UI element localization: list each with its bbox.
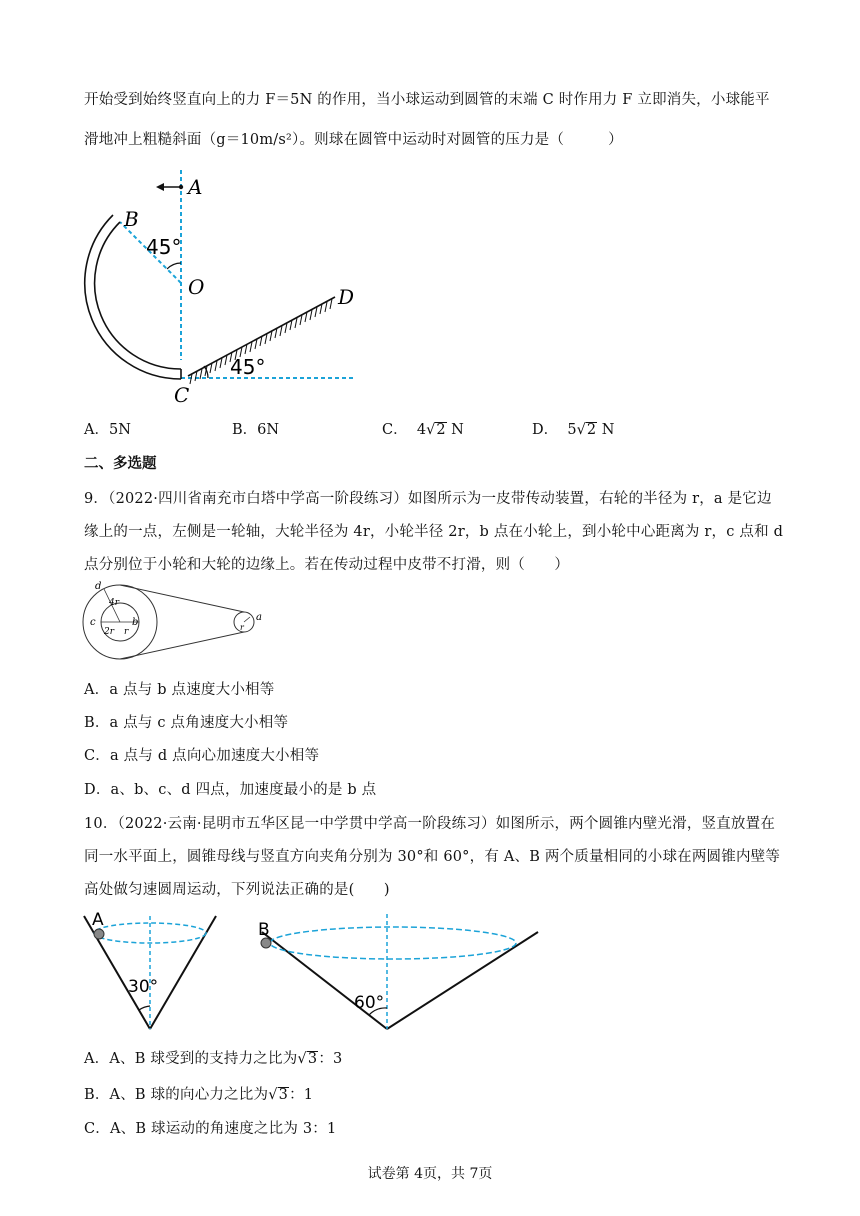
label-D: D [338,285,355,309]
orbit-b [270,927,516,959]
q9-option-a[interactable]: A．a 点与 b 点速度大小相等 [84,682,275,698]
label-a: a [256,612,262,623]
angle-30: 30° [128,977,159,997]
label-O: O [188,275,205,299]
cone-b-left [262,932,387,1029]
label-c: c [90,617,96,628]
cone-b-right [387,932,538,1029]
page-footer: 试卷第 4页，共 7页 [367,1166,493,1182]
q9-option-c[interactable]: C．a 点与 d 点向心加速度大小相等 [84,748,320,764]
q10-text-line1: 10．（2022·云南·昆明市五华区昆一中学贯中学高一阶段练习）如图所示，两个圆锥内壁光滑，竖直放置在 [84,816,776,832]
q8-figure [80,170,380,405]
label-C: C [174,383,190,405]
q9-figure [82,575,272,667]
q10-text-line3: 高处做匀速圆周运动，下列说法正确的是( ) [84,882,390,898]
q8-option-d[interactable]: D． 5√2 N [532,422,615,438]
q9-option-d[interactable]: D．a、b、c、d 四点，加速度最小的是 b 点 [84,782,377,798]
q10-text-line2: 同一水平面上，圆锥母线与竖直方向夹角分别为 30°和 60°，有 A、B 两个质量相同的小球在两圆锥内壁等 [84,849,781,865]
ball-a [94,929,104,939]
q10-figure [80,910,550,1035]
label-b: b [132,617,139,628]
angle-60: 60° [354,993,385,1013]
angle-label-bottom: 45° [230,355,266,379]
belt-top [120,585,244,612]
q10-option-b[interactable]: B．A、B 球的向心力之比为√3：1 [84,1087,314,1103]
q8-text-line1: 开始受到始终竖直向上的力 F＝5N 的作用，当小球运动到圆管的末端 C 时作用力 F 立即消失，小球能平 [84,92,770,108]
section-title: 二、多选题 [84,456,157,472]
q9-text-line3: 点分别位于小轮和大轮的边缘上。若在传动过程中皮带不打滑，则（ ） [84,557,570,573]
label-d: d [95,581,102,592]
label-4r: 4r [109,598,120,608]
label-A: A [188,175,203,199]
label-B: B [124,207,139,231]
q8-option-a[interactable]: A．5N [84,422,131,438]
q9-text-line1: 9．（2022·四川省南充市白塔中学高一阶段练习）如图所示为一皮带传动装置，右轮的半径为 r，a 是它边 [84,491,772,507]
label-ball-b: B [258,920,270,940]
q10-option-c[interactable]: C．A、B 球运动的角速度之比为 3：1 [84,1121,337,1137]
belt-bottom [120,632,244,659]
q9-text-line2: 缘上的一点，左侧是一轮轴，大轮半径为 4r，小轮半径 2r，b 点在小轮上，到小轮中心距离为 r，c 点和 d [84,524,784,540]
q8-option-b[interactable]: B．6N [232,422,280,438]
angle-label-top: 45° [146,235,182,259]
q8-option-c[interactable]: C． 4√2 N [382,422,464,438]
label-r-right: r [240,623,244,632]
q10-option-a[interactable]: A．A、B 球受到的支持力之比为√3：3 [84,1051,343,1067]
label-r: r [124,627,129,637]
label-ball-a: A [92,910,104,930]
q9-option-b[interactable]: B．a 点与 c 点角速度大小相等 [84,715,289,731]
label-2r: 2r [104,627,115,637]
q8-text-line2: 滑地冲上粗糙斜面（g＝10m/s²）。则球在圆管中运动时对圆管的压力是（ ） [84,132,623,148]
